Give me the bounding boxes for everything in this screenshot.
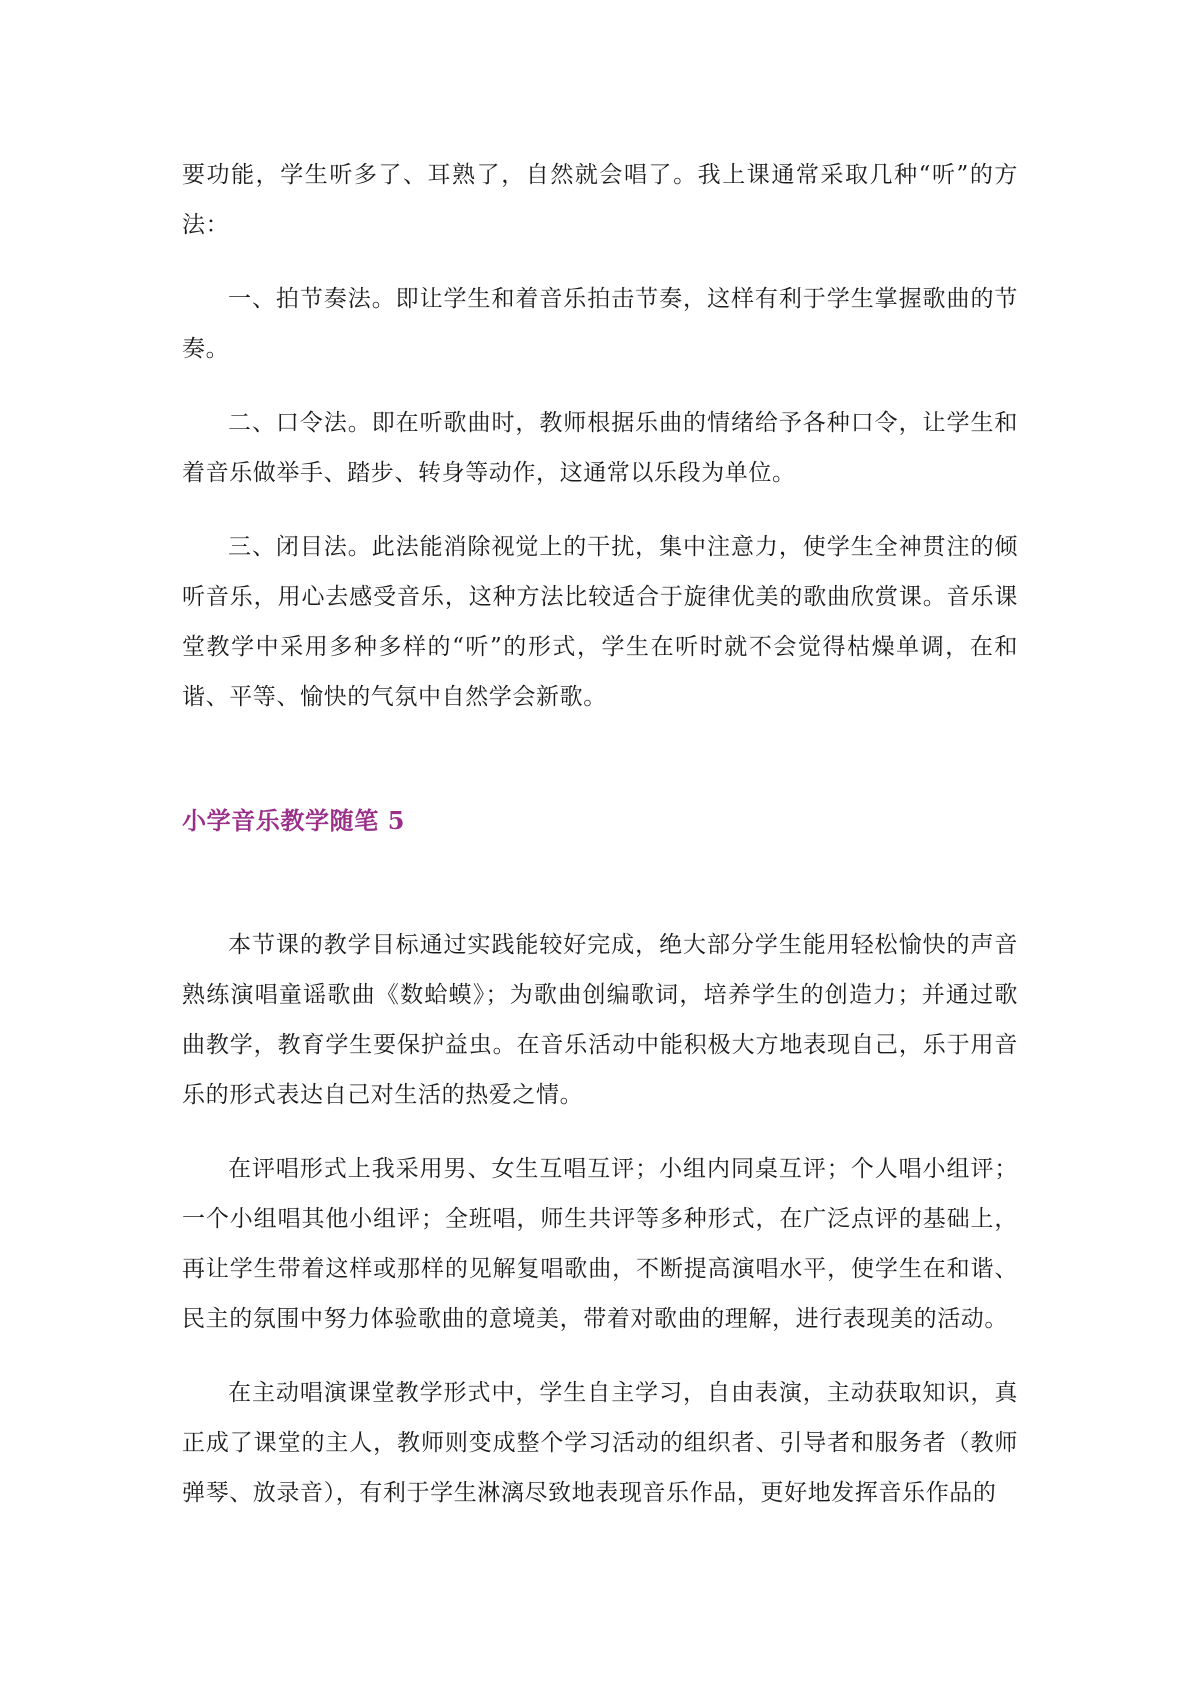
section-spacer — [182, 846, 1018, 920]
paragraph-method-rhythm: 一、拍节奏法。即让学生和着音乐拍击节奏，这样有利于学生掌握歌曲的节奏。 — [182, 286, 1018, 362]
document-body — [182, 150, 1018, 1518]
paragraph-method-eyes-closed: 三、闭目法。此法能消除视觉上的干扰，集中注意力，使学生全神贯注的倾听音乐，用心去感受音乐，这种方法比较适合于旋律优美的歌曲欣赏课。音乐课堂教学中采用多种多样的“听”的形式，学生在听时就不会觉得枯燥单调，在和谐、平等、愉快的气氛中自然学会新歌。 — [182, 534, 1018, 710]
paragraph-evaluation-forms: 在评唱形式上我采用男、女生互唱互评；小组内同桌互评；个人唱小组评；一个小组唱其他小组评；全班唱，师生共评等多种形式，在广泛点评的基础上，再让学生带着这样或那样的见解复唱歌曲，不断提高演唱水平，使学生在和谐、民主的氛围中努力体验歌曲的意境美，带着对歌曲的理解，进行表现美的活动。 — [182, 1156, 1018, 1332]
paragraph-method-command: 二、口令法。即在听歌曲时，教师根据乐曲的情绪给予各种口令，让学生和着音乐做举手、踏步、转身等动作，这通常以乐段为单位。 — [182, 410, 1018, 486]
paragraph-active-learning: 在主动唱演课堂教学形式中，学生自主学习，自由表演，主动获取知识，真正成了课堂的主人，教师则变成整个学习活动的组织者、引导者和服务者（教师弹琴、放录音），有利于学生淋漓尽致地表现音乐作品，更好地发挥音乐作品的 — [182, 1380, 1018, 1506]
section-spacer — [182, 722, 1018, 796]
paragraph-teaching-goal: 本节课的教学目标通过实践能较好完成，绝大部分学生能用轻松愉快的声音熟练演唱童谣歌曲《数蛤蟆》；为歌曲创编歌词，培养学生的创造力；并通过歌曲教学，教育学生要保护益虫。在音乐活动中能积极大方地表现自己，乐于用音乐的形式表达自己对生活的热爱之情。 — [182, 932, 1018, 1108]
paragraph-spacer — [182, 1120, 1018, 1144]
paragraph-spacer — [182, 374, 1018, 398]
paragraph-spacer — [182, 250, 1018, 274]
paragraph-spacer — [182, 1344, 1018, 1368]
section-heading: 小学音乐教学随笔 5 — [182, 806, 406, 835]
paragraph-spacer — [182, 498, 1018, 522]
paragraph-continuation: 要功能，学生听多了、耳熟了，自然就会唱了。我上课通常采取几种“听”的方法： — [182, 162, 1018, 238]
